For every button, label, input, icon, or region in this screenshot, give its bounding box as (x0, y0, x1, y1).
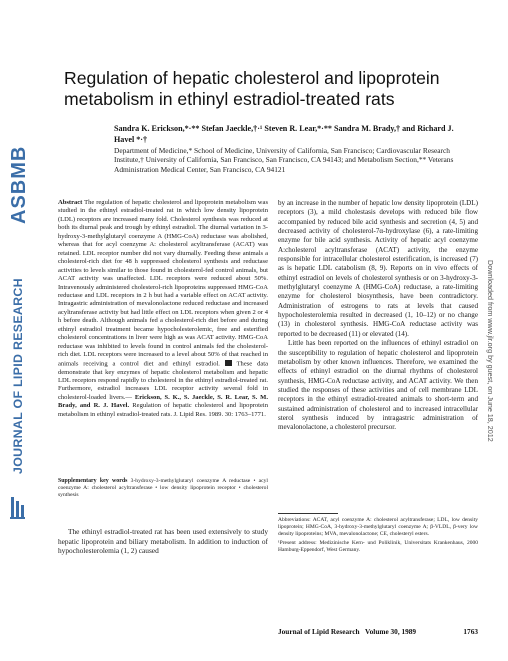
supplementary-data-icon (225, 360, 232, 366)
abstract-body: The regulation of hepatic cholesterol and lipoprotein metabolism was studied in the ethinyl estradiol-treated rat in which low density lipoprotein (LDL) receptors are increased many fold. Cholesterol synthesis was reduced at both its diurnal peak and trough by ethinyl estradiol. The diurnal variation in 3-hydroxy-3-methylglutaryl coenzyme A (HMG-CoA) reductase was abolished, whereas that for acyl coenzyme A: cholesterol acyltransferase (ACAT) was retained. LDL receptor number did not vary diurnally. Feeding these animals a cholesterol-rich diet for 48 h suppressed cholesterol synthesis and reductase activities to levels similar to those found in cholesterol-fed control animals, but ACAT activity was unaffected. LDL receptors were reduced about 50%. Intravenously administered cholesterol-rich lipoproteins suppressed HMG-CoA reductase and LDL receptors in 2 h but had a variable effect on ACAT activity. Intragastric administration of mevalonolactone reduced reductase and increased acyltransferase activity but had little effect on LDL receptors when given 2 or 4 h before death. Although animals fed a cholesterol-rich diet before and during ethinyl estradiol treatment became hypocholesterolemic, free and esterified cholesterol concentrations in liver were high as was ACAT activity. HMG-CoA reductase was inhibited to levels found in control animals fed the cholesterol-rich diet. LDL receptors were increased to a level about 50% of that reached in animals receiving a control diet and ethinyl estradiol. (58, 199, 268, 368)
author-affiliations: Department of Medicine,* School of Medicine, University of California, San Francisco; Cardiovascular Research Institute,† University of California, San Francisco, San Francisco, CA 94143; and Metabolism Section,** Veterans Administration Medical Center, San Francisco, CA 94121 (114, 146, 454, 174)
abstract-supplement: These data demonstrate that key enzymes of hepatic cholesterol metabolism and hepatic LDL receptors respond rapidly to cholesterol in the ethinyl estradiol-treated rat. Furthermore, estradiol increases LDL receptor activity several fold in cholesterol-loaded livers.— (58, 360, 268, 401)
author-list: Sandra K. Erickson,*·** Stefan Jaeckle,†·¹ Steven R. Lear,*·** Sandra M. Brady,† and Richard J. Havel *·† (114, 124, 454, 144)
footnotes (278, 517, 478, 555)
running-footer (278, 627, 478, 636)
citation-details: Regulation of hepatic cholesterol and lipoprotein metabolism in ethinyl estradiol-treated rats. J. Lipid Res. 1989. 30: 1763–1771. (58, 402, 268, 418)
journal-emblem-icon (9, 494, 25, 520)
intro-paragraph-2: Little has been reported on the influences of ethinyl estradiol on the susceptibility to regulation of hepatic cholesterol and lipoprotein metabolism by other known influences. Therefore, we examined the effects of ethinyl estradiol on the diurnal rhythms of cholesterol synthesis, HMG-CoA reductase activity, and ACAT activity. We then studied the responses of these activities and of cell membrane LDL receptors in the ethinyl estradiol-treated animals to short-term and sustained administration of cholesterol and to increased intracellular sterol synthesis induced by intragastric administration of mevalonolactone, a cholesterol precursor. (278, 339, 478, 432)
introduction-start (58, 527, 268, 556)
page-number: 1763 (463, 627, 478, 636)
download-watermark: Downloaded from www.jlr.org by guest, on June 18, 2012 (486, 260, 495, 442)
article-title: Regulation of hepatic cholesterol and lipoprotein metabolism in ethinyl estradiol-treated rats (64, 68, 440, 109)
abstract-label: Abstract (58, 199, 83, 206)
present-address-footnote: ¹Present address: Medizinische Kern- und Poliklinik, Universitats Krankenhaus, 2000 Hamburg-Eppendorf, West Germany. (278, 539, 478, 553)
abstract (58, 199, 268, 419)
citation-authors: Erickson, S. K., S. Jaeckle, S. R. Lear, S. M. Brady, and R. J. Havel. (58, 393, 268, 410)
footer-journal: Journal of Lipid Research (278, 627, 360, 636)
footnote-divider (278, 513, 338, 514)
keywords-text: 3-hydroxy-3-methylglutaryl coenzyme A reductase • acyl coenzyme A: cholesterol acyltransferase • low density lipoprotein receptor • cholesterol synthesis (58, 478, 268, 499)
footer-volume: Volume 30, 1989 (365, 627, 417, 636)
keywords-label: Supplementary key words (58, 478, 128, 484)
journal-name-strip: JOURNAL OF LIPID RESEARCH (11, 278, 25, 474)
society-logo-text: ASBMB (8, 145, 30, 224)
intro-paragraph-1: by an increase in the number of hepatic low density lipoprotein (LDL) receptors (3), a mild cholestasis develops with reduced bile flow accompanied by reduced bile acid synthesis and secretion (4, 5) and decreased activity of cholesterol-7α-hydroxylase (6), a rate-limiting enzyme for bile acid synthesis. Activity of hepatic acyl coenzyme A:cholesterol acyltransferase (ACAT) activity, the enzyme responsible for intracellular cholesterol esterification, is increased (7) as is hepatic LDL catabolism (8, 9). Reports on in vivo effects of ethinyl estradiol on levels of cholesterol synthesis or on 3-hydroxy-3-methylglutaryl coenzyme A (HMG-CoA) reductase, a rate-limiting enzyme for cholesterol biosynthesis, have been contradictory. Administration of estrogens to rats at levels that caused hypocholesterolemia resulted in decreased (1, 10–12) or no change (13) in cholesterol synthesis. HMG-CoA reductase activity was reported to be decreased (11) or elevated (14). (278, 199, 478, 338)
supplementary-key-words (58, 478, 268, 500)
intro-paragraph: The ethinyl estradiol-treated rat has been used extensively to study hepatic lipoprotein and biliary metabolism. In addition to induction of hypocholesterolemia (1, 2) caused (58, 527, 268, 555)
abbreviations-footnote: Abbreviations: ACAT, acyl coenzyme A: cholesterol acyltransferase; LDL, low density lipoprotein; HMG-CoA, 3-hydroxy-3-methylglutaryl coenzyme A; β-VLDL, β-very low density lipoproteins; MVA, mevalonolactone; CE, cholesteryl esters. (278, 517, 478, 537)
introduction-continued (278, 199, 478, 433)
